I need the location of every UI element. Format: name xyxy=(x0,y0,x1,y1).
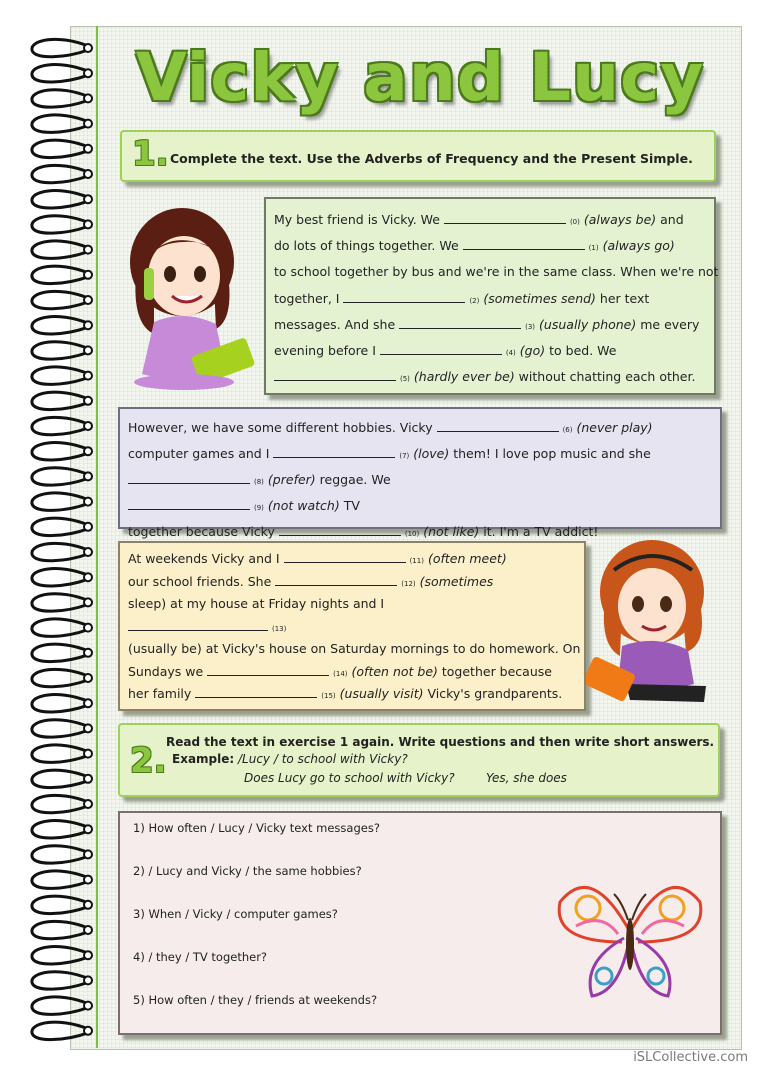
question-2: 2) / Lucy and Vicky / the same hobbies? xyxy=(133,864,362,878)
answer-blank[interactable] xyxy=(128,498,250,510)
text-line xyxy=(128,420,708,435)
gap-number: (7) xyxy=(399,452,410,460)
footer-watermark: iSLCollective.com xyxy=(633,1050,748,1065)
example-label: Example: xyxy=(172,752,235,766)
text-line xyxy=(274,343,704,358)
answer-blank[interactable] xyxy=(437,420,559,432)
text-segment: and xyxy=(660,212,684,227)
girl-with-laptop-illustration xyxy=(586,534,720,710)
text-segment: together, I xyxy=(274,290,344,306)
example-prompt: /Lucy / to school with Vicky? xyxy=(238,752,408,766)
gap-number: (11) xyxy=(409,557,424,565)
answer-blank[interactable] xyxy=(399,317,521,329)
text-line xyxy=(128,686,574,701)
text-segment: at my house at Friday nights and I xyxy=(170,596,385,611)
text-line xyxy=(128,664,574,679)
text-segment: evening before I xyxy=(274,343,380,358)
page-title: Vicky and Lucy xyxy=(135,39,705,116)
answer-blank[interactable] xyxy=(128,619,268,631)
verb-hint: (not watch) xyxy=(267,498,344,513)
text-segment: me every xyxy=(640,316,700,332)
verb-hint: (usually phone) xyxy=(539,316,641,332)
verb-hint: (often not be) xyxy=(351,663,442,679)
verb-hint: (not like) xyxy=(423,524,484,539)
verb-hint: (sometimes send) xyxy=(483,290,600,306)
text-line xyxy=(274,212,704,227)
answer-blank[interactable] xyxy=(380,343,502,355)
gap-number: (8) xyxy=(254,478,264,486)
verb-hint: (love) xyxy=(413,446,454,461)
text-segment: together because Vicky xyxy=(128,524,279,539)
text-line xyxy=(128,446,708,461)
verb-hint: (usually visit) xyxy=(339,686,428,701)
gap-number: (6) xyxy=(562,426,573,434)
text-segment: to school together by bus and we're in the same class. When we're not xyxy=(274,264,719,280)
question-4: 4) / they / TV together? xyxy=(133,950,268,964)
verb-hint: (go) xyxy=(519,343,550,358)
answer-blank[interactable] xyxy=(274,369,396,381)
answer-blank[interactable] xyxy=(284,551,406,563)
verb-hint: (often meet) xyxy=(427,551,507,566)
text-segment: her text xyxy=(599,290,650,306)
text-segment: it. I'm a TV addict! xyxy=(483,524,599,539)
answer-blank[interactable] xyxy=(273,446,395,458)
text-segment: without chatting each other. xyxy=(518,369,696,385)
verb-hint: (sometimes xyxy=(419,573,494,589)
exercise2-number: 2. xyxy=(130,741,167,781)
exercise1-instruction: Complete the text. Use the Adverbs of Frequency and the Present Simple. xyxy=(170,151,693,166)
text-segment: her family xyxy=(128,686,196,701)
exercise2-instruction: Read the text in exercise 1 again. Write questions and then write short answers. xyxy=(166,735,715,749)
verb-hint: (always go) xyxy=(602,238,675,254)
text-line xyxy=(128,641,581,656)
text-line xyxy=(128,574,574,589)
gap-number: (13) xyxy=(272,624,287,633)
question-5: 5) How often / they / friends at weekends? xyxy=(133,993,378,1007)
text-segment: However, we have some different hobbies. Vicky xyxy=(128,420,437,435)
text-line xyxy=(274,264,719,280)
answer-blank[interactable] xyxy=(444,212,566,224)
text-line xyxy=(128,619,574,634)
text-segment: to bed. We xyxy=(549,343,617,358)
text-segment: TV xyxy=(343,498,360,513)
text-segment: computer games and I xyxy=(128,446,274,461)
girl-with-phone-illustration xyxy=(124,204,260,394)
answer-blank[interactable] xyxy=(207,664,329,676)
verb-hint: (hardly ever be) xyxy=(413,369,519,385)
answer-blank[interactable] xyxy=(275,574,397,586)
exercise1-number: 1. xyxy=(132,134,169,174)
question-3: 3) When / Vicky / computer games? xyxy=(133,907,338,921)
gap-number: (9) xyxy=(254,504,264,512)
answer-blank[interactable] xyxy=(128,472,250,484)
spiral-binding xyxy=(18,32,98,1042)
verb-hint: (prefer) xyxy=(267,472,320,487)
text-line xyxy=(128,472,708,487)
text-line xyxy=(274,317,704,332)
answer-blank[interactable] xyxy=(343,291,465,303)
text-segment: at Vicky's house on Saturday mornings to do homework. On xyxy=(205,641,581,656)
gap-number: (12) xyxy=(401,579,416,588)
text-segment: Sundays we xyxy=(128,663,208,679)
answer-blank[interactable] xyxy=(195,686,317,698)
gap-number: (4) xyxy=(505,349,516,357)
text-segment: do lots of things together. We xyxy=(274,238,463,254)
text-line xyxy=(274,369,704,384)
butterfly-illustration xyxy=(552,872,708,1004)
answer-blank[interactable] xyxy=(279,524,401,536)
question-1: 1) How often / Lucy / Vicky text messages? xyxy=(133,821,380,835)
text-segment: together because xyxy=(441,663,552,679)
text-segment: My best friend is Vicky. We xyxy=(274,212,444,227)
text-segment: them! I love pop music and she xyxy=(453,446,651,461)
text-line xyxy=(128,498,708,513)
gap-number: (15) xyxy=(321,692,336,700)
gap-number: (1) xyxy=(588,244,599,253)
answer-blank[interactable] xyxy=(463,238,585,250)
text-segment: At weekends Vicky and I xyxy=(128,551,284,566)
text-line xyxy=(128,596,574,611)
example-answer: Yes, she does xyxy=(486,771,567,785)
gap-number: (3) xyxy=(525,322,536,331)
gap-number: (0) xyxy=(569,218,580,226)
text-segment: (usually be) xyxy=(128,641,206,656)
text-segment: messages. And she xyxy=(274,316,400,332)
text-segment: sleep) xyxy=(128,596,171,611)
text-line xyxy=(274,291,704,306)
example-question: Does Lucy go to school with Vicky? xyxy=(244,771,455,785)
text-segment: our school friends. She xyxy=(128,573,276,589)
text-line xyxy=(274,238,704,253)
verb-hint: (never play) xyxy=(576,420,653,435)
text-line xyxy=(128,551,574,566)
verb-hint: (always be) xyxy=(583,212,661,227)
gap-number: (10) xyxy=(404,530,420,538)
gap-number: (2) xyxy=(469,296,480,305)
text-segment: Vicky's grandparents. xyxy=(427,686,563,701)
gap-number: (5) xyxy=(400,375,410,384)
gap-number: (14) xyxy=(333,669,348,678)
text-segment: reggae. We xyxy=(319,472,391,487)
